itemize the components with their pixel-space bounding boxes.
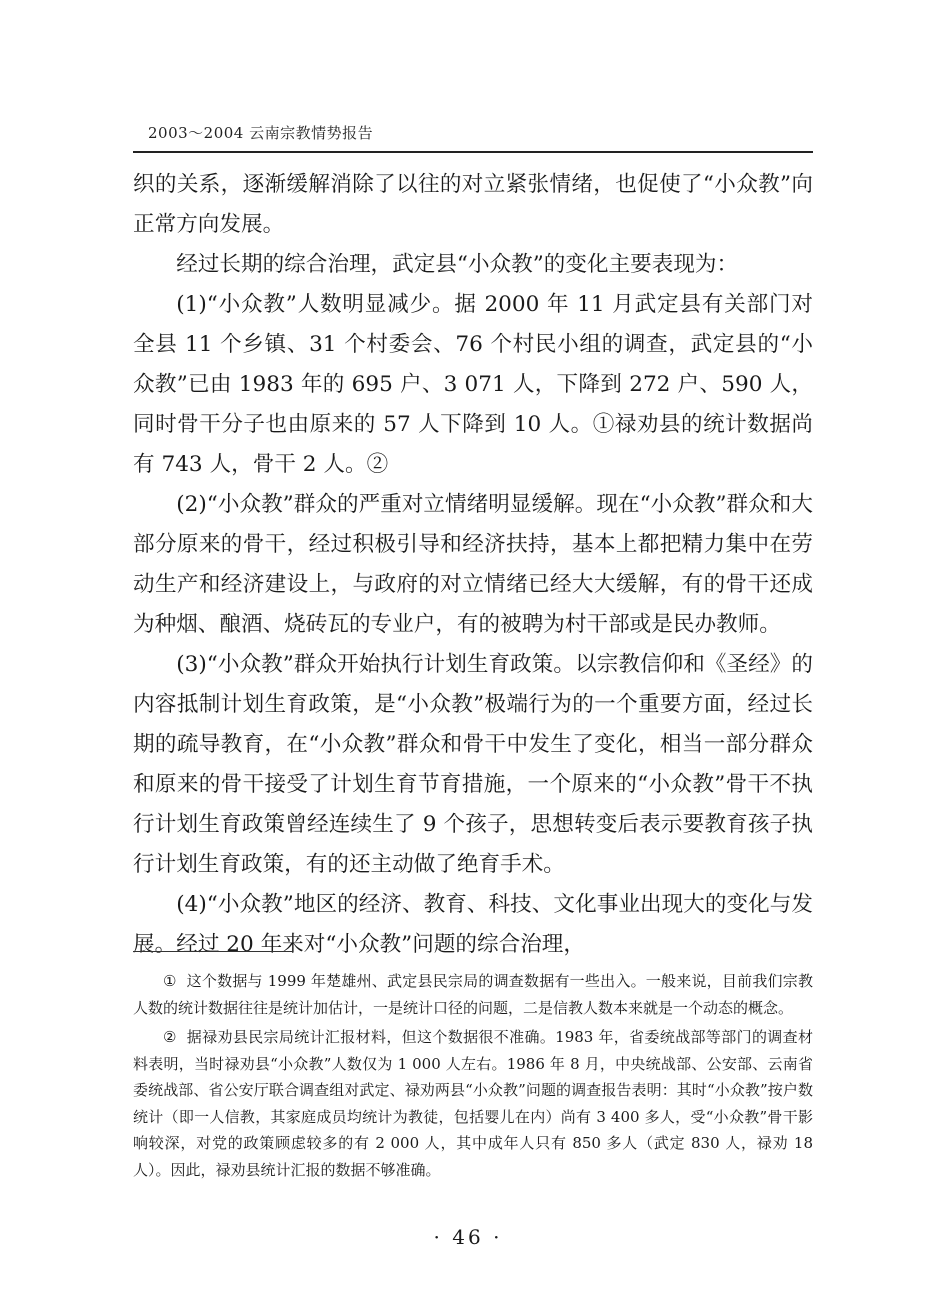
footnote-text: 据禄劝县民宗局统计汇报材料，但这个数据很不准确。1983 年，省委统战部等部门的调查材料表明，当时禄劝县“小众教”人数仅为 1 000 人左右。1986 年 8 月，中央统战部、公安部、云南省委统战部、省公安厅联合调查组对武定、禄劝两县“小众教”问题的调查报告表明：其时“小众教”按户数统计（即一人信教，其家庭成员均统计为教徒，包括婴儿在内）尚有 3 400 多人，受“小众教”骨干影响较深，对党的政策顾虑较多的有 2 000 人，其中成年人只有 850 多人（武定 830 人，禄劝 18 人）。因此，禄劝县统计汇报的数据不够准确。: [133, 1028, 813, 1179]
body-paragraph: 经过长期的综合治理，武定县“小众教”的变化主要表现为：: [176, 252, 739, 277]
header-rule: [133, 151, 813, 153]
footnote-rule: [133, 951, 293, 952]
footnotes: [133, 968, 813, 1183]
body-paragraph: (1)“小众教”人数明显减少。据 2000 年 11 月武定县有关部门对全县 11 个乡镇、31 个村委会、76 个村民小组的调查，武定县的“小众教”已由 1983 年的 695 户、3 071 人，下降到 272 户、590 人，同时骨干分子也由原来的 57 人下降到 10 人。①禄劝县的统计数据尚有 743 人，骨干 2 人。②: [133, 292, 813, 477]
footnote: [133, 968, 813, 1021]
body-paragraph: (2)“小众教”群众的严重对立情绪明显缓解。现在“小众教”群众和大部分原来的骨干，经过积极引导和经济扶持，基本上都把精力集中在劳动生产和经济建设上，与政府的对立情绪已经大大缓解，有的骨干还成为种烟、酿酒、烧砖瓦的专业户，有的被聘为村干部或是民办教师。: [133, 492, 813, 637]
footnote-mark: ②: [163, 1028, 177, 1046]
running-header: 2003～2004 云南宗教情势报告: [148, 124, 374, 142]
body-text: [133, 165, 813, 965]
page-number: · 46 ·: [433, 1225, 503, 1249]
footnote: [133, 1024, 813, 1183]
footnote-mark: ①: [163, 972, 177, 990]
body-paragraph: (3)“小众教”群众开始执行计划生育政策。以宗教信仰和《圣经》的内容抵制计划生育政策，是“小众教”极端行为的一个重要方面，经过长期的疏导教育，在“小众教”群众和骨干中发生了变化，相当一部分群众和原来的骨干接受了计划生育节育措施，一个原来的“小众教”骨干不执行计划生育政策曾经连续生了 9 个孩子，思想转变后表示要教育孩子执行计划生育政策，有的还主动做了绝育手术。: [133, 652, 813, 877]
body-paragraph: (4)“小众教”地区的经济、教育、科技、文化事业出现大的变化与发展。经过 20 年来对“小众教”问题的综合治理，: [133, 892, 813, 957]
footnote-text: 这个数据与 1999 年楚雄州、武定县民宗局的调查数据有一些出入。一般来说，目前我们宗教人数的统计数据往往是统计加估计，一是统计口径的问题，二是信教人数本来就是一个动态的概念。: [133, 972, 813, 1017]
body-paragraph: 织的关系，逐渐缓解消除了以往的对立紧张情绪，也促使了“小众教”向正常方向发展。: [133, 172, 813, 237]
